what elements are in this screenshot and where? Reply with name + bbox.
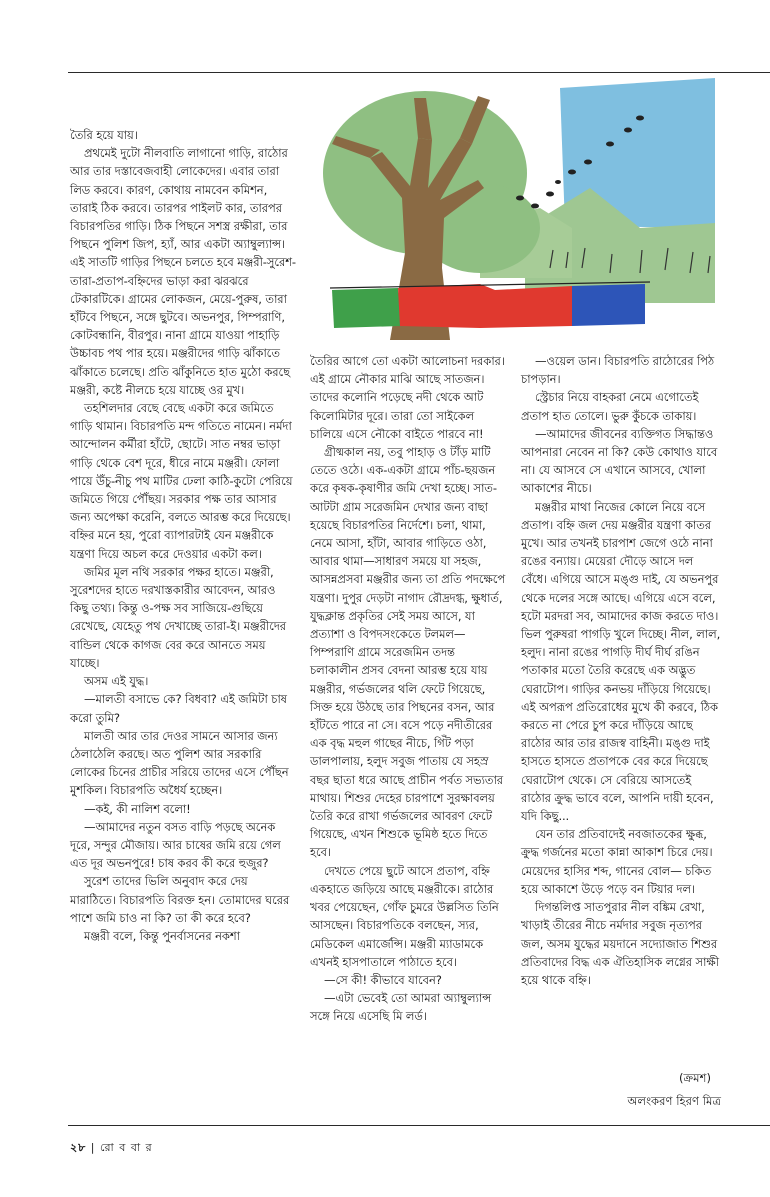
header-rule — [68, 72, 770, 73]
paragraph: —ওয়েল ডান। বিচারপতি রাঠোরের পিঠ চাপড়ান। — [521, 354, 715, 387]
text-column-3 — [521, 352, 721, 989]
paragraph: —আমাদের নতুন বসত বাড়ি পড়ছে অনেক দূরে, সন্দুর মৌজায়। আর চাষের জমি রয়ে গেল এত দূর অভনপুরে! চাষ করব কী করে হুজুর? — [70, 819, 281, 871]
paragraph: মঞ্জরী বলে, কিন্তু পুনর্বাসনের নকশা — [84, 928, 240, 943]
paragraph: —আমাদের জীবনের ব্যক্তিগত সিদ্ধান্তও আপনারা নেবেন না কি? কেউ কোথাও যাবে না। যে আসবে সে এখানে আসবে, খোলা আকাশের নীচে। — [521, 426, 718, 496]
river-tree-cloth-artwork — [310, 78, 721, 340]
footer-rule — [68, 1125, 770, 1126]
page-footer — [70, 1139, 153, 1158]
paragraph: সুরেশ তাদের ভিলি অনুবাদ করে দেয় মারাঠিতে। বিচারপতি বিরক্ত হন। তোমাদের ঘরের পাশে জমি চাও না কি? তা কী করে হবে? — [70, 874, 290, 925]
paragraph: দিগন্তলিপ্ত সাতপুরার নীল বঙ্কিম রেখা, খাড়াই তীরের নীচে নর্মদার সবুজ নৃত্যপর জল, অসম যুদ্ধের ময়দানে সদ্যোজাত শিশুর প্রতিবাদের বিদ্ধ এক ঐতিহাসিক লগ্নের সাক্ষী হয়ে থাকে বহ্নি। — [521, 900, 719, 987]
illustration-credit: অলংকরণ হিরণ মিত্র — [627, 1094, 721, 1108]
text-column-1 — [70, 126, 296, 945]
paragraph: দেখতে পেয়ে ছুটে আসে প্রতাপ, বহ্নি একহাতে জড়িয়ে আছে মঞ্জরীকে। রাঠোর খবর পেয়েছেন, গোঁফ চুমরে উল্লসিত তিনি আসছেন। বিচারপতিকে বলছেন, স্যর, মেডিকেল এমার্জেন্সি। মঞ্জরী ম্যাডামকে এখনই হাসপাতালে পাঠাতে হবে। — [310, 863, 499, 969]
paragraph: প্রথমেই দুটো নীলবাতি লাগানো গাড়ি, রাঠোর আর তার দস্তাবেজবাহী লোকেদের। এবার তারা লিড করবে। কারণ, কোথায় নামবেন কমিশন, তারাই ঠিক করবে। তারপর পাইলট কার, তারপর বিচারপতির গাড়ি। ঠিক পিছনে সশস্ত্র রক্ষীরা, তার পিছনে পুলিশ জিপ, হ্যাঁ, আর একটা অ্যাম্বুল্যান্স। এই সাতটি গাড়ির পিছনে চলতে হবে মঞ্জরী-সুরেশ-তারা-প্রতাপ-বহ্নিদের ভাড়া করা ঝরঝরে টেকারটিকে। গ্রামের লোকজন, মেয়ে-পুরুষ, তারা হাঁটবে পিছনে, সঙ্গে ছুটবে। অভনপুর, পিম্পরাণি, কোটবন্ধানি, বীরপুর। নানা গ্রামে যাওয়া পাহাড়ি উচ্চাবচ পথ পার হয়ে। মঞ্জরীদের গাড়ি ঝাঁকাতে ঝাঁকাতে চলেছে। প্রতি ঝাঁকুনিতে হাত মুঠো করছে মঞ্জরী, কষ্টে নীলচে হয়ে যাচ্ছে ওর মুখ। — [70, 146, 296, 397]
text-column-2 — [310, 352, 506, 1026]
paragraph: মালতী আর তার দেওর সামনে আসার জন্য ঠেলাঠেলি করছে। অত পুলিশ আর সরকারি লোকের চিনের প্রাচীর সরিয়ে তাদের এসে পৌঁছন মুশকিল। বিচারপতি অধৈর্য হচ্ছেন। — [70, 728, 289, 798]
paragraph: —কই, কী নালিশ বলো! — [84, 801, 191, 816]
paragraph: তৈরি হয়ে যায়। — [70, 128, 138, 142]
paragraph: তৈরির আগে তো একটা আলোচনা দরকার। এই গ্রামে নৌকার মাঝি আছে সাতজন। তাদের কলোনি পড়েছে নদী থেকে আট কিলোমিটার দূরে। তারা তো সাইকেল চালিয়ে এসে নৌকো বাইতে পারবে না! — [310, 354, 505, 441]
paragraph: জমির মূল নথি সরকার পক্ষর হাতে। মঞ্জরী, সুরেশদের হাতে দরখাস্তকারীর আবেদন, আরও কিছু তথ্য। কিন্তু ও-পক্ষ সব সাজিয়ে-গুছিয়ে রেখেছে, যেহেতু পথ দেখাচ্ছে তারা-ই। মঞ্জরীদের বান্ডিল থেকে কাগজ বের করে আনতে সময় যাচ্ছে। — [70, 564, 287, 670]
paragraph: যেন তার প্রতিবাদেই নবজাতকের ক্ষুব্ধ, ক্রুদ্ধ গর্জনের মতো কান্না আকাশ চিরে দেয়। মেয়েদের হাসির শব্দ, গানের বোল— চকিত হয়ে আকাশে উড়ে পড়ে বন টিয়ার দল। — [521, 827, 713, 896]
illustration — [310, 78, 721, 340]
paragraph: তহশিলদার বেছে বেছে একটা করে জমিতে গাড়ি থামান। বিচারপতি মন্দ গতিতে নামেন। নর্মদা আন্দোলন কর্মীরা হাঁটে, ছোটে। সাত নম্বর ভাড়া গাড়ি থেকে বেশ দূরে, ধীরে নামে মঞ্জরী। ফোলা পায়ে উঁচু-নীচু পথ মাটির ঢেলা কাঠি-কুটো পেরিয়ে জমিতে গিয়ে পৌঁছয়। সরকার পক্ষ তার আসার জন্য অপেক্ষা করেনি, বলতে আরম্ভ করে দিয়েছে। বহ্নির মনে হয়, পুরো ব্যাপারটাই যেন মঞ্জরীকে যন্ত্রণা দিয়ে অচল করে দেওয়ার একটা কল। — [70, 401, 293, 561]
green-cloth — [332, 288, 400, 328]
paragraph: অসম এই যুদ্ধ। — [84, 674, 149, 689]
footer-separator: | — [90, 1141, 96, 1154]
paragraph: গ্রীষ্মকাল নয়, তবু পাহাড় ও টাঁড় মাটি তেতে ওঠে। এক-একটা গ্রামে পাঁচ-ছয়জন করে কৃষক-কৃষাণীর জমি দেখা হচ্ছে। সাত-আটটা গ্রাম সরেজমিন দেখার জন্য বাছা হয়েছে বিচারপতির নির্দেশে। চলা, থামা, নেমে আসা, হাঁটা, আবার গাড়িতে ওঠা, আবার থামা—সাধারণ সময়ে যা সহজ, আসন্নপ্রসবা মঞ্জরীর জন্য তা প্রতি পদক্ষেপে যন্ত্রণা। দুপুর দেড়টা নাগাদ রৌদ্রদগ্ধ, ক্ষুধার্ত, যুদ্ধক্লান্ত প্রকৃতির সেই সময় আসে, যা প্রত্যাশা ও বিপদসংকেতে টলমল—পিম্পরাণি গ্রামে সরেজমিন তদন্ত চলাকালীন প্রসব বেদনা আরম্ভ হয়ে যায় মঞ্জরীর, গর্ভজলের থলি ফেটে গিয়েছে, সিক্ত হয়ে উঠছে তার পিছনের বসন, আর হাঁটতে পারে না সে। বসে পড়ে নদীতীরের এক বৃদ্ধ মহুল গাছের নীচে, গিঁট পড়া ডালপালায়, হলুদ সবুজ পাতায় যে সহস্র বছর ছাতা ধরে আছে প্রাচীন পর্বত সভ্যতার মাথায়। শিশুর দেহের চারপাশে সুরক্ষাবলয় তৈরি করে রাখা গর্ভজলের আবরণ ফেটে গিয়েছে, এখন শিশুকে ভূমিষ্ঠ হতে দিতে হবে। — [310, 445, 506, 860]
continued-marker: (ক্রমশ) — [678, 1071, 711, 1085]
blue-cloth — [572, 284, 645, 326]
paragraph: —মালতী বসাভে কে? বিধবা? এই জমিটা চাষ করো তুমি? — [70, 692, 287, 725]
red-cloth — [398, 284, 572, 328]
paragraph: স্ট্রেচার নিয়ে বাহকরা নেমে এগোতেই প্রতাপ হাত তোলে। ভুরু কুঁচকে তাকায়। — [521, 390, 699, 423]
paragraph: —সে কী! কীভাবে যাবেন? — [324, 972, 442, 987]
magazine-name: রো ব বা র — [100, 1141, 153, 1154]
paragraph: মঞ্জরীর মাথা নিজের কোলে নিয়ে বসে প্রতাপ। বহ্নি জল দেয় মঞ্জরীর যন্ত্রণা কাতর মুখে। আর তখনই চারপাশ জেগে ওঠে নানা রঙের বন্যায়। মেয়েরা দৌড়ে আসে দল বেঁধে। এগিয়ে আসে মঙ্গু দাই, যে অভনপুর থেকে দলের সঙ্গে আছে। এগিয়ে এসে বলে, হটো মরদরা সব, আমাদের কাজ করতে দাও। ভিল পুরুষরা পাগড়ি খুলে দিচ্ছে। নীল, লাল, হলুদ। নানা রঙের পাগড়ি দীর্ঘ দীর্ঘ রঙিন পতাকার মতো তৈরি করেছে এক অদ্ভুত ঘেরাটোপ। গাড়ির কনভয় দাঁড়িয়ে গিয়েছে। এই অপরূপ প্রতিরোধের মুখে কী করবে, ঠিক করতে না পেরে চুপ করে দাঁড়িয়ে আছে রাঠোর আর তার রাজস্ব বাহিনী। মঙ্গু দাই হাসতে হাসতে প্রতাপকে বের করে দিয়েছে ঘেরাটোপ থেকে। সে বেরিয়ে আসতেই রাঠোর ক্রুদ্ধ ভাবে বলে, আপনি দায়ী হবেন, যদি কিছু... — [521, 499, 721, 824]
page-number: ২৮ — [70, 1141, 87, 1154]
paragraph: —এটা ভেবেই তো আমরা অ্যাম্বুল্যান্স সঙ্গে নিয়ে এসেছি মি লর্ড। — [310, 991, 492, 1024]
